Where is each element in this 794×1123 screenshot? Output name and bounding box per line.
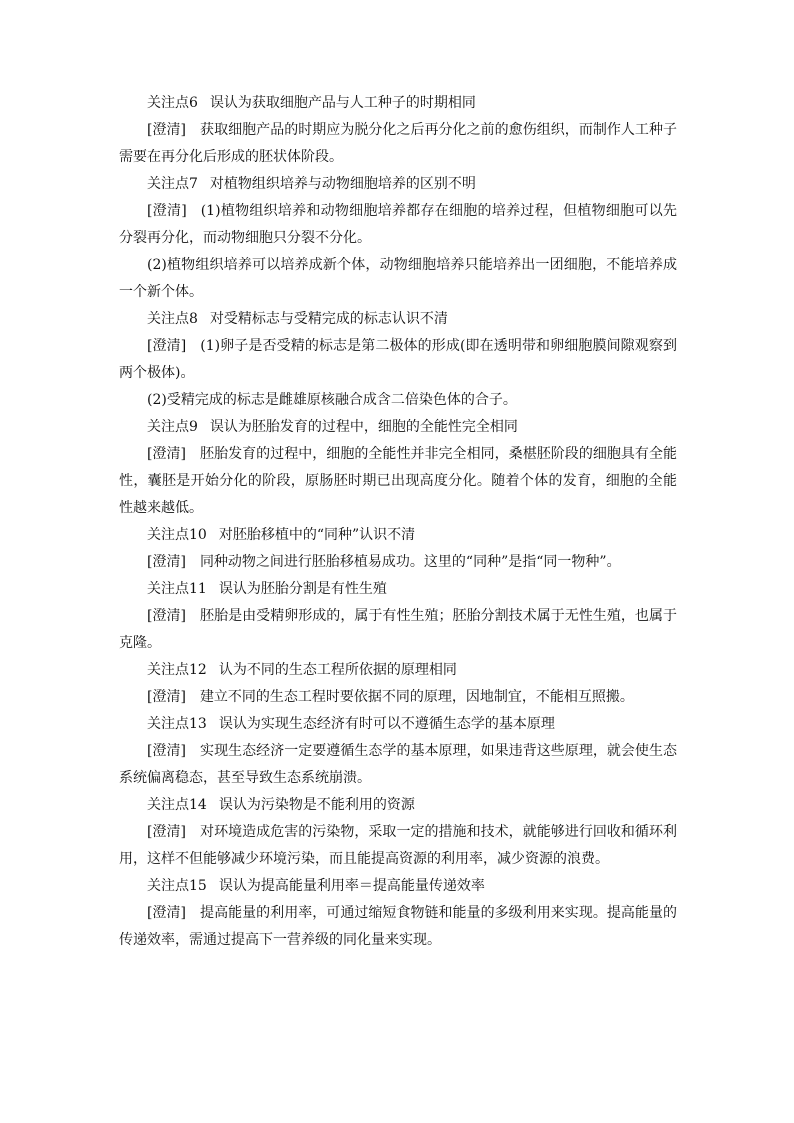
item-title: 对胚胎移植中的“同种”认识不清 <box>218 527 416 543</box>
item-heading <box>119 414 677 441</box>
paragraph-text: (1)卵子是否受精的标志是第二极体的形成(即在透明带和卵细胞膜间隙观察到两个极体)。 <box>119 338 677 381</box>
item-paragraph <box>119 333 677 387</box>
item-paragraph <box>119 900 677 954</box>
clarify-tag: [澄清] <box>147 689 186 705</box>
item-title: 误认为污染物是不能利用的资源 <box>218 797 415 813</box>
item-9 <box>119 414 677 522</box>
item-label: 关注点7 <box>147 176 198 192</box>
item-heading <box>119 873 677 900</box>
item-15 <box>119 873 677 954</box>
paragraph-text: 获取细胞产品的时期应为脱分化之后再分化之前的愈伤组织，而制作人工种子需要在再分化后形成的胚状体阶段。 <box>119 122 677 165</box>
clarify-tag: [澄清] <box>147 608 187 624</box>
item-paragraph <box>119 603 677 657</box>
paragraph-text: (2)植物组织培养可以培养成新个体，动物细胞培养只能培养出一团细胞，不能培养成一个新个体。 <box>119 257 677 300</box>
item-paragraph <box>119 441 677 522</box>
item-label: 关注点10 <box>147 527 207 543</box>
item-paragraph <box>119 819 677 873</box>
item-title: 误认为获取细胞产品与人工种子的时期相同 <box>209 95 476 111</box>
clarify-tag: [澄清] <box>147 905 187 921</box>
item-heading <box>119 90 677 117</box>
clarify-tag: [澄清] <box>147 554 186 570</box>
item-heading <box>119 576 677 603</box>
item-8 <box>119 306 677 414</box>
item-label: 关注点12 <box>147 662 207 678</box>
item-title: 误认为实现生态经济有时可以不遵循生态学的基本原理 <box>218 716 555 732</box>
item-label: 关注点8 <box>147 311 198 327</box>
item-heading <box>119 657 677 684</box>
item-paragraph <box>119 387 677 414</box>
item-title: 误认为胚胎分割是有性生殖 <box>218 581 387 597</box>
document-page <box>119 90 677 954</box>
item-label: 关注点15 <box>147 878 207 894</box>
clarify-tag: [澄清] <box>147 203 187 219</box>
paragraph-text: 实现生态经济一定要遵循生态学的基本原理，如果违背这些原理，就会使生态系统偏离稳态，甚至导致生态系统崩溃。 <box>119 743 677 786</box>
item-label: 关注点11 <box>147 581 207 597</box>
item-14 <box>119 792 677 873</box>
paragraph-text: (2)受精完成的标志是雌雄原核融合成含二倍染色体的合子。 <box>147 392 517 408</box>
item-title: 认为不同的生态工程所依据的原理相同 <box>218 662 457 678</box>
clarify-tag: [澄清] <box>147 824 187 840</box>
item-label: 关注点6 <box>147 95 198 111</box>
item-heading <box>119 306 677 333</box>
clarify-tag: [澄清] <box>147 338 187 354</box>
item-10 <box>119 522 677 576</box>
paragraph-text: 提高能量的利用率，可通过缩短食物链和能量的多级利用来实现。提高能量的传递效率，需通过提高下一营养级的同化量来实现。 <box>119 905 677 948</box>
item-paragraph <box>119 198 677 252</box>
item-title: 对受精标志与受精完成的标志认识不清 <box>209 311 448 327</box>
paragraph-text: 胚胎是由受精卵形成的，属于有性生殖；胚胎分割技术属于无性生殖，也属于克隆。 <box>119 608 677 651</box>
item-12 <box>119 657 677 711</box>
item-label: 关注点14 <box>147 797 207 813</box>
clarify-tag: [澄清] <box>147 743 187 759</box>
paragraph-text: 胚胎发育的过程中，细胞的全能性并非完全相同，桑椹胚阶段的细胞具有全能性，囊胚是开始分化的阶段，原肠胚时期已出现高度分化。随着个体的发育，细胞的全能性越来越低。 <box>119 446 677 516</box>
paragraph-text: 对环境造成危害的污染物，采取一定的措施和技术，就能够进行回收和循环利用，这样不但能够减少环境污染，而且能提高资源的利用率，减少资源的浪费。 <box>119 824 677 867</box>
item-paragraph <box>119 252 677 306</box>
item-paragraph <box>119 549 677 576</box>
item-7 <box>119 171 677 306</box>
item-heading <box>119 792 677 819</box>
item-label: 关注点9 <box>147 419 198 435</box>
item-13 <box>119 711 677 792</box>
item-paragraph <box>119 117 677 171</box>
paragraph-text: 同种动物之间进行胚胎移植易成功。这里的“同种”是指“同一物种”。 <box>199 554 621 570</box>
item-heading <box>119 522 677 549</box>
paragraph-text: 建立不同的生态工程时要依据不同的原理，因地制宜，不能相互照搬。 <box>199 689 634 705</box>
item-title: 误认为提高能量利用率＝提高能量传递效率 <box>218 878 485 894</box>
item-title: 误认为胚胎发育的过程中，细胞的全能性完全相同 <box>209 419 518 435</box>
item-heading <box>119 711 677 738</box>
item-paragraph <box>119 738 677 792</box>
item-title: 对植物组织培养与动物细胞培养的区别不明 <box>209 176 476 192</box>
clarify-tag: [澄清] <box>147 122 187 138</box>
item-11 <box>119 576 677 657</box>
item-heading <box>119 171 677 198</box>
clarify-tag: [澄清] <box>147 446 187 462</box>
item-6 <box>119 90 677 171</box>
paragraph-text: (1)植物组织培养和动物细胞培养都存在细胞的培养过程，但植物细胞可以先分裂再分化，而动物细胞只分裂不分化。 <box>119 203 677 246</box>
item-paragraph <box>119 684 677 711</box>
item-label: 关注点13 <box>147 716 207 732</box>
